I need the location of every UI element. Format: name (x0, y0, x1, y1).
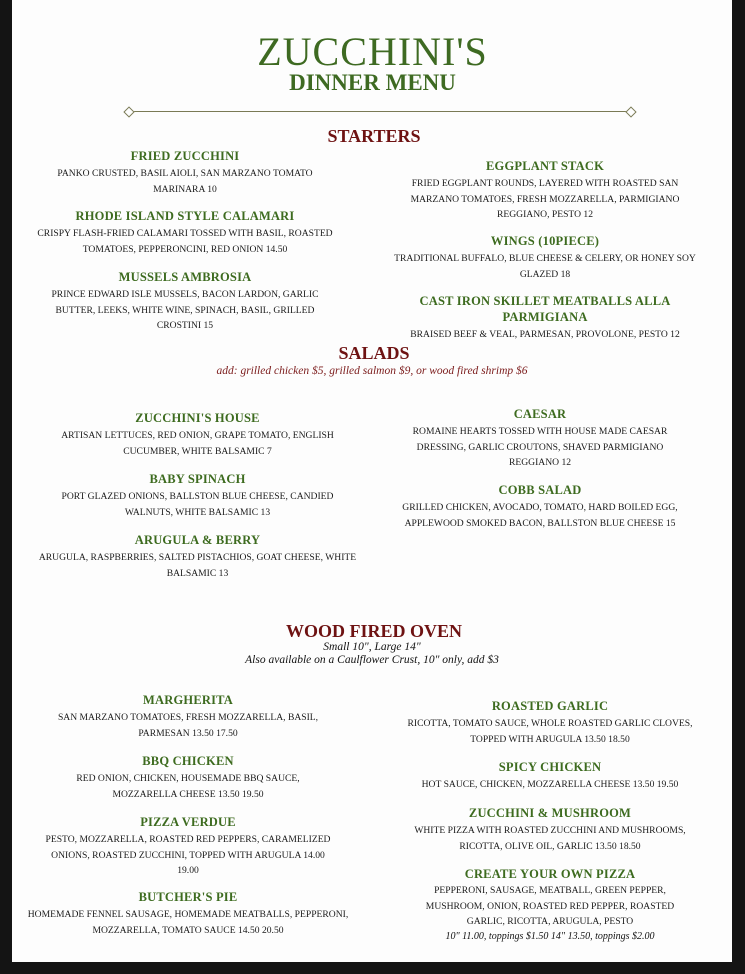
item-description: HOT SAUCE, CHICKEN, MOZZARELLA CHEESE 13.50 19.50 (421, 779, 679, 790)
menu-item (392, 698, 708, 747)
restaurant-name: ZUCCHINI'S (257, 29, 488, 74)
cauliflower-crust-note: Also available on a Caulflower Crust, 10" only, add $3 (245, 654, 499, 666)
section-heading-salads: SALADS (338, 343, 410, 363)
item-description: PEPPERONI, SAUSAGE, MEATBALL, GREEN PEPPER, MUSHROOM, ONION, ROASTED RED PEPPER, ROASTED GARLIC, RICOTTA, ARUGULA, PESTO (425, 885, 675, 927)
item-name: MARGHERITA (143, 693, 233, 707)
section-heading-oven: WOOD FIRED OVEN (285, 621, 462, 641)
item-name: COBB SALAD (498, 483, 582, 497)
item-description: FRIED EGGPLANT ROUNDS, LAYERED WITH ROASTED SAN MARZANO TOMATOES, FRESH MOZZARELLA, PARMIGIANO REGGIANO, PESTO 12 (410, 178, 680, 220)
item-name: ZUCCHINI'S HOUSE (135, 411, 260, 425)
salads-addon-note: add: grilled chicken $5, grilled salmon $9, or wood fired shrimp $6 (216, 365, 528, 377)
menu-title: DINNER MENU (289, 70, 456, 95)
item-name: BUTCHER'S PIE (138, 890, 238, 904)
item-description: ARUGULA, RASPBERRIES, SALTED PISTACHIOS, GOAT CHEESE, WHITE BALSAMIC 13 (38, 552, 357, 579)
item-description: TRADITIONAL BUFFALO, BLUE CHEESE & CELERY, OR HONEY SOY GLAZED 18 (394, 253, 696, 280)
menu-item (382, 482, 698, 531)
item-description: SAN MARZANO TOMATOES, FRESH MOZZARELLA, BASIL, PARMESAN 13.50 17.50 (57, 712, 319, 739)
menu-item (30, 410, 365, 459)
item-name: ZUCCHINI & MUSHROOM (468, 806, 632, 820)
section-heading-starters: STARTERS (327, 126, 421, 146)
menu-item (390, 233, 700, 282)
menu-item (20, 889, 356, 938)
item-name: CAST IRON SKILLET MEATBALLS ALLA PARMIGIANA (419, 294, 671, 324)
item-name: CAESAR (513, 407, 567, 421)
item-name: WINGS (10PIECE) (490, 234, 600, 248)
item-description: ARTISAN LETTUCES, RED ONION, GRAPE TOMATO, ENGLISH CUCUMBER, WHITE BALSAMIC 7 (61, 430, 334, 457)
item-description: WHITE PIZZA WITH ROASTED ZUCCHINI AND MUSHROOMS, RICOTTA, OLIVE OIL, GARLIC 13.50 18.50 (414, 825, 686, 852)
item-name: PIZZA VERDUE (140, 815, 236, 829)
pizza-size-note: Small 10", Large 14" (323, 641, 421, 653)
item-description: ROMAINE HEARTS TOSSED WITH HOUSE MADE CAESAR DRESSING, GARLIC CROUTONS, SHAVED PARMIGIANO REGGIANO 12 (412, 426, 668, 468)
item-name: ARUGULA & BERRY (134, 533, 261, 547)
item-name: FRIED ZUCCHINI (130, 149, 240, 163)
item-name: BBQ CHICKEN (142, 754, 234, 768)
item-name: RHODE ISLAND STYLE CALAMARI (75, 209, 295, 223)
menu-item (30, 208, 340, 257)
item-description: PORT GLAZED ONIONS, BALLSTON BLUE CHEESE, CANDIED WALNUTS, WHITE BALSAMIC 13 (61, 491, 334, 518)
item-name: CREATE YOUR OWN PIZZA (464, 867, 636, 881)
item-description: CRISPY FLASH-FRIED CALAMARI TOSSED WITH BASIL, ROASTED TOMATOES, PEPPERONCINI, RED ONION 14.50 (37, 228, 333, 255)
item-name: EGGPLANT STACK (486, 159, 604, 173)
item-description: HOMEMADE FENNEL SAUSAGE, HOMEMADE MEATBALLS, PEPPERONI, MOZZARELLA, TOMATO SAUCE 14.50 20.50 (27, 909, 349, 936)
menu-item (30, 532, 365, 581)
item-name: BABY SPINACH (149, 472, 246, 486)
item-description: BRAISED BEEF & VEAL, PARMESAN, PROVOLONE, PESTO 12 (410, 329, 680, 340)
menu-item (30, 814, 346, 879)
item-description: PANKO CRUSTED, BASIL AIOLI, SAN MARZANO TOMATO MARINARA 10 (57, 168, 313, 195)
menu-item (382, 406, 698, 471)
menu-item (392, 866, 708, 943)
menu-item (30, 692, 346, 741)
item-name: MUSSELS AMBROSIA (118, 270, 252, 284)
menu-item (390, 293, 700, 343)
menu-item (30, 269, 340, 334)
menu-item (392, 805, 708, 854)
item-description: GRILLED CHICKEN, AVOCADO, TOMATO, HARD BOILED EGG, APPLEWOOD SMOKED BACON, BALLSTON BLUE CHEESE 15 (402, 502, 678, 529)
menu-item (30, 148, 340, 197)
menu-item (392, 759, 708, 793)
item-description: PRINCE EDWARD ISLE MUSSELS, BACON LARDON, GARLIC BUTTER, LEEKS, WHITE WINE, SPINACH, BASIL, GRILLED CROSTINI 15 (51, 289, 319, 331)
item-name: SPICY CHICKEN (498, 760, 602, 774)
pizza-pricing-note: 10" 11.00, toppings $1.50 14" 13.50, toppings $2.00 (445, 930, 655, 942)
ornamental-divider (125, 107, 635, 117)
item-name: ROASTED GARLIC (491, 699, 609, 713)
item-description: PESTO, MOZZARELLA, ROASTED RED PEPPERS, CARAMELIZED ONIONS, ROASTED ZUCCHINI, TOPPED WITH ARUGULA 14.00 19.00 (45, 834, 331, 876)
menu-item (30, 753, 346, 802)
menu-item (390, 158, 700, 223)
menu-page (12, 0, 732, 962)
item-description: RED ONION, CHICKEN, HOUSEMADE BBQ SAUCE, MOZZARELLA CHEESE 13.50 19.50 (76, 773, 300, 800)
item-description: RICOTTA, TOMATO SAUCE, WHOLE ROASTED GARLIC CLOVES, TOPPED WITH ARUGULA 13.50 18.50 (407, 718, 693, 745)
menu-item (30, 471, 365, 520)
